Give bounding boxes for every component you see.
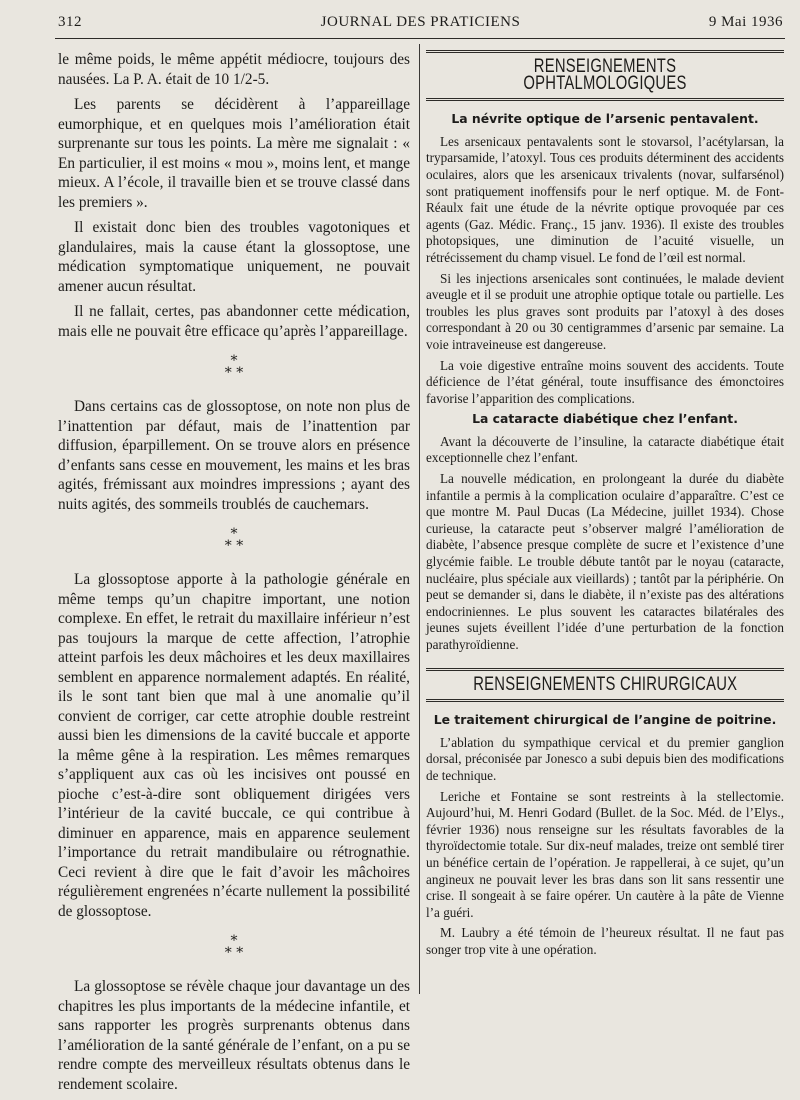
column-divider bbox=[419, 44, 420, 994]
paragraph: La glossoptose se révèle chaque jour davantage un des chapitres les plus importants de la médecine infantile, et sans rapporter les progrès surprenants obtenus dans l’amélioration de la santé générale de l’enfant, on a pu se rendre compte des merveilleux résultats obtenus dans le rendement scolaire. bbox=[58, 978, 410, 1093]
paragraph: Avant la découverte de l’insuline, la cataracte diabétique était exceptionnelle chez l’enfant. bbox=[426, 433, 784, 466]
asterism-divider: * * * bbox=[224, 933, 244, 961]
left-column bbox=[58, 50, 410, 1100]
journal-title: JOURNAL DES PRATICIENS bbox=[320, 14, 521, 30]
paragraph: le même poids, le même appétit médiocre, toujours des nausées. La P. A. était de 10 1/2-5. bbox=[58, 51, 410, 88]
paragraph: Les arsenicaux pentavalents sont le stovarsol, l’acétylarsan, la tryparsamide, l’atoxyl. Tous ces produits déterminent des accidents oculaires, alors que les arsenicaux trivalents (novar, sulfarsénol) sont pratiquement inoffensifs pour le nerf optique. M. de Font-Réaulx fait une étude de la névrite optique provoquée par ces agents (Gaz. Médic. Franç., 15 janv. 1936). Il existe des troubles photopsiques, une diminution de l’acuité visuelle, un rétrécissement du champ visuel. Le fond de l’œil est normal. bbox=[426, 133, 784, 265]
paragraph: Leriche et Fontaine se sont restreints à la stellectomie. Aujourd’hui, M. Henri Godard (Bullet. de la Soc. Méd. de l’Elys., février 1936) nous renseigne sur les résultats favorables de la thyroïdectomie totale. Sur dix-neuf malades, treize ont semblé tirer un bénéfice certain de l’opération. Je rappellerai, à ce sujet, qu’un angineux ne pouvait lever les bras dans son lit sans ressentir une crise. Il songeait à se faire opérer. Un cautère à la pâte de Vienne l’a guéri. bbox=[426, 788, 784, 920]
paragraph: Les parents se décidèrent à l’appareillage eumorphique, et en quelques mois l’amélioration était surprenante sur tous les points. La mère me signalait : « En particulier, il est moins « mou », moins lent, et mange mieux. A l’école, il travaille bien et se trouve classé dans les premiers ». bbox=[58, 96, 410, 211]
page-number: 312 bbox=[58, 14, 82, 30]
paragraph: La glossoptose apporte à la pathologie générale en même temps qu’un chapitre important, une notion complexe. En effet, le retrait du maxillaire inférieur n’est pas toujours la marque de cette affection, l’atrophie atteint parfois les deux mâchoires et les deux maxillaires semblent en apparence normalement adaptés. En réalité, ils le sont tant bien que mal à une anomalie qu’il convient de corriger, car cette atrophie double restreint aussi bien les dimensions de la cavité buccale et apporte la même gêne à la respiration. Les mêmes remarques s’appliquent aux cas où les incisives ont poussé en pioche c’est-à-dire sont obliquement dirigées vers l’intérieur de la cavité buccale, ce qui contribue à diminuer en apparence, mais en apparence seulement l’importance du retrait mandibulaire ou rétrognathie. Ceci revient à dire que le fait d’avoir les mâchoires régulièrement engrenées n’écarte nullement la possibilité de glossoptose. bbox=[58, 571, 410, 920]
paragraph: La nouvelle médication, en prolongeant la durée du diabète infantile a permis à la complication oculaire d’apparaître. C’est ce que montre M. Paul Ducas (La Médecine, juillet 1934). Chose curieuse, la cataracte peut s’observer malgré l’amélioration de diabète, l’absence presque complète de sucre et l’existence d’une glycémie faible. Le trouble débute tantôt par le noyau (cataracte, nucléaire, plus spéciale aux vieillards) ; tantôt par la périphérie. On peut se demander si, dans le diabète, il n’existe pas des altérations endocriniennes. Le plus souvent les cataractes bilatérales des jeunes sujets éveillent l’idée d’une perturbation de la fonction parathyroïdienne. bbox=[426, 471, 784, 652]
paragraph: Dans certains cas de glossoptose, on note non plus de l’inattention par défaut, mais de l’inattention par diffusion, éparpillement. On se trouve alors en présence d’enfants sans cesse en mouvement, les mains et les bras agités, frémissant aux moindres impressions ; ayant des nuits agités, des sommeils troublés de cauchemars. bbox=[58, 398, 410, 513]
asterism-divider: * * * bbox=[224, 526, 244, 554]
header-rule bbox=[55, 38, 785, 39]
paragraph: M. Laubry a été témoin de l’heureux résultat. Il ne faut pas songer trop vite à une opération. bbox=[426, 925, 784, 957]
running-head bbox=[58, 12, 783, 34]
paragraph: Il ne fallait, certes, pas abandonner cette médication, mais elle ne pouvait être efficace qu’après l’appareillage. bbox=[58, 303, 410, 340]
issue-date: 9 Mai 1936 bbox=[708, 14, 783, 30]
asterism-divider: * * * bbox=[224, 353, 244, 381]
article-title: La cataracte diabétique chez l’enfant. bbox=[472, 411, 738, 427]
article-title: Le traitement chirurgical de l’angine de poitrine. bbox=[433, 712, 777, 728]
section-heading-chirurgie bbox=[426, 668, 784, 703]
paragraph: Si les injections arsenicales sont continuées, le malade devient aveugle et il se produit une atrophie optique totale ou partielle. Les troubles les plus graves sont produits par l’atoxyl à des doses correspondant à 20 ou 30 centigrammes d’arsenic par semaine. La voie intraveineuse est dangereuse. bbox=[426, 270, 784, 352]
section-title: RENSEIGNEMENTS CHIRURGICAUX bbox=[472, 673, 738, 695]
section-title: RENSEIGNEMENTS OPHTALMOLOGIQUES bbox=[523, 56, 687, 94]
section-heading-ophtalmo bbox=[426, 50, 784, 101]
paragraph: La voie digestive entraîne moins souvent des accidents. Toute déficience de l’état général, toute insuffisance des émonctoires favorise l’apparition des complications. bbox=[426, 357, 784, 406]
paragraph: L’ablation du sympathique cervical et du premier ganglion dorsal, préconisée par Jonesco a subi depuis bien des modifications de technique. bbox=[426, 734, 784, 783]
article-title: La névrite optique de l’arsenic pentavalent. bbox=[451, 111, 759, 127]
paragraph: Il existait donc bien des troubles vagotoniques et glandulaires, mais la cause étant la glossoptose, une médication symptomatique uniquement, ne pouvait amener aucun résultat. bbox=[58, 219, 410, 295]
right-column bbox=[426, 50, 784, 963]
